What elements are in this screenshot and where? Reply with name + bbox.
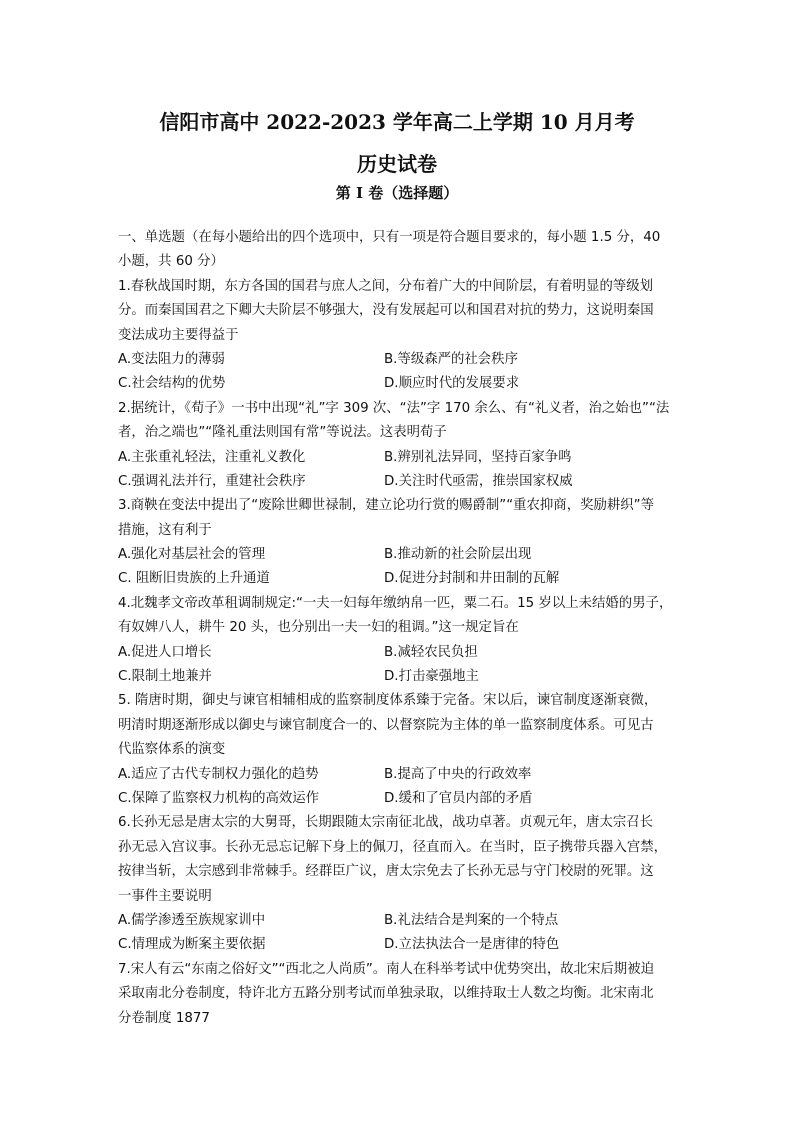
option-row	[118, 909, 688, 933]
answer-option: D.关注时代亟需，推崇国家权威	[384, 473, 573, 489]
option-row	[118, 446, 688, 470]
section-instruction: 一、单选题（在每小题给出的四个选项中，只有一项是符合题目要求的，每小题 1.5 分，40	[118, 230, 661, 245]
question-stem: 明清时期逐渐形成以御史与谏官制度合一的、以督察院为主体的单一监察制度体系。可见古	[118, 717, 654, 733]
answer-option: C.社会结构的优势	[118, 376, 226, 392]
question-stem: 者，治之端也”“隆礼重法则国有常”等说法。这表明荀子	[118, 425, 447, 441]
option-row	[118, 348, 688, 372]
answer-option: B.推动新的社会阶层出现	[384, 547, 532, 563]
option-row	[118, 665, 688, 689]
question-stem: 采取南北分卷制度，特许北方五路分别考试而单独录取，以维持取士人数之均衡。北宋南北	[118, 986, 654, 1002]
answer-option: C.保障了监察权力机构的高效运作	[118, 790, 320, 806]
answer-option: D.打击豪强地主	[384, 669, 479, 685]
answer-option: B.辨别礼法异同，坚持百家争鸣	[384, 449, 572, 465]
answer-option: A.促进人口增长	[118, 644, 212, 660]
answer-option: A.适应了古代专制权力强化的趋势	[118, 766, 319, 782]
question-stem: 5. 隋唐时期，御史与谏官相辅相成的监察制度体系臻于完备。宋以后，谏官制度逐渐衰微，	[118, 693, 658, 709]
question-stem: 1.春秋战国时期，东方各国的国君与庶人之间，分布着广大的中间阶层，有着明显的等级划	[118, 278, 654, 294]
answer-option: D.立法执法合一是唐律的特色	[384, 937, 560, 953]
answer-option: C.强调礼法并行，重建社会秩序	[118, 473, 306, 489]
answer-option: D.顺应时代的发展要求	[384, 376, 520, 392]
question-stem: 6.长孙无忌是唐太宗的大舅哥，长期跟随太宗南征北战，战功卓著。贞观元年，唐太宗召长	[118, 815, 654, 831]
option-row	[118, 787, 688, 811]
question-stem: 孙无忌入宫议事。长孙无忌忘记解下身上的佩刀，径直而入。在当时，臣子携带兵器入宫禁，	[118, 839, 668, 855]
answer-option: B.礼法结合是判案的一个特点	[384, 912, 559, 928]
question-stem: 一事件主要说明	[118, 888, 212, 904]
question-stem: 分。而秦国国君之下卿大夫阶层不够强大，没有发展起可以和国君对抗的势力，这说明秦国	[118, 303, 654, 319]
question-stem: 7.宋人有云“东南之俗好文”“西北之人尚质”。南人在科举考试中优势突出，故北宋后期被迫	[118, 961, 654, 977]
option-row	[118, 763, 688, 787]
question-stem: 4.北魏孝文帝改革租调制规定:“一夫一妇每年缴纳帛一匹，粟二石。15 岁以上未结婚的男子，	[118, 595, 673, 611]
answer-option: A.主张重礼轻法，注重礼义教化	[118, 449, 306, 465]
section-instruction: 小题，共 60 分）	[118, 254, 224, 270]
exam-title: 信阳市高中 2022-2023 学年高二上学期 10 月月考	[159, 110, 635, 134]
question-stem: 变法成功主要得益于	[118, 327, 239, 343]
option-row	[118, 543, 688, 567]
exam-content	[118, 226, 688, 1031]
answer-option: A.儒学渗透至族规家训中	[118, 912, 266, 928]
option-row	[118, 470, 688, 494]
question-stem: 3.商鞅在变法中提出了“废除世卿世禄制，建立论功行赏的赐爵制”“重农抑商，奖励耕织”等	[118, 498, 654, 514]
answer-option: B.减轻农民负担	[384, 644, 478, 660]
question-stem: 代监察体系的演变	[118, 742, 226, 758]
answer-option: C.限制土地兼并	[118, 669, 212, 685]
answer-option: A.强化对基层社会的管理	[118, 547, 266, 563]
question-stem: 有奴婢八人，耕牛 20 头，也分别出一夫一妇的租调。”这一规定旨在	[118, 620, 519, 636]
option-row	[118, 567, 688, 591]
answer-option: A.变法阻力的薄弱	[118, 351, 225, 367]
answer-option: C. 阻断旧贵族的上升通道	[118, 571, 270, 587]
option-row	[118, 372, 688, 396]
option-row	[118, 933, 688, 957]
answer-option: D.缓和了官员内部的矛盾	[384, 790, 533, 806]
answer-option: B.等级森严的社会秩序	[384, 351, 518, 367]
question-stem: 措施，这有利于	[118, 522, 212, 538]
answer-option: B.提高了中央的行政效率	[384, 766, 532, 782]
answer-option: D.促进分封制和井田制的瓦解	[384, 571, 560, 587]
answer-option: C.情理成为断案主要依据	[118, 937, 266, 953]
volume-title: 第 I 卷（选择题）	[335, 184, 459, 202]
question-stem: 按律当斩，太宗感到非常棘手。经群臣广议，唐太宗免去了长孙无忌与守门校尉的死罪。这	[118, 864, 654, 880]
option-row	[118, 641, 688, 665]
question-stem: 分卷制度 1877	[118, 1010, 210, 1026]
subject-title: 历史试卷	[357, 152, 437, 176]
question-stem: 2.据统计，《荀子》一书中出现“礼”字 309 次、“法”字 170 余么、有“礼义者，治之始也”“法	[118, 400, 670, 416]
